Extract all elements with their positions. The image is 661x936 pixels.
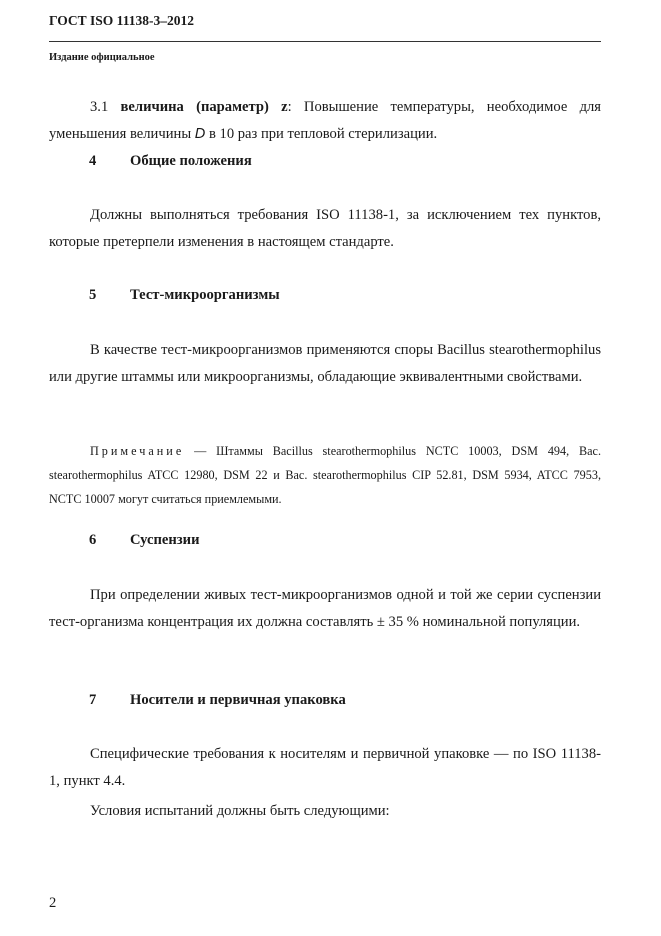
term: величина (параметр) z	[120, 99, 288, 115]
section-5-heading: 5 Тест-микроорганизмы	[89, 287, 280, 303]
section-7-text: Специфические требования к носителям и первичной упаковке — по ISO 11138-1, пункт 4.4.	[49, 746, 601, 789]
section-4-text: Должны выполняться требования ISO 11138-1, за исключением тех пунктов, которые претерпели изменения в настоящем стандарте.	[49, 207, 601, 250]
note-text: — Штаммы Bacillus stearothermophilus NCTC 10003, DSM 494, Bac. stearothermophilus ATCC 12980, DSM 22 и Bac. stearothermophilus CIP 52.81, DSM 5934, ATCC 7953, NCTC 10007 могут считаться приемлемыми.	[49, 444, 601, 506]
section-4-heading: 4 Общие положения	[89, 153, 252, 169]
page-number: 2	[49, 895, 57, 911]
section-6-heading: 6 Суспензии	[89, 532, 200, 548]
document-code: ГОСТ ISO 11138-3–2012	[49, 13, 194, 28]
paragraph-3-1: 3.1 величина (параметр) z: Повышение температуры, необходимое для уменьшения величины D в 10 раз при тепловой стерилизации.	[49, 99, 601, 142]
note	[49, 439, 601, 511]
section-6-text: При определении живых тест-микроорганизмов одной и той же серии суспензии тест-организма концентрация их должна составлять ± 35 % номинальной популяции.	[49, 587, 601, 630]
edition-label: Издание официальное	[49, 52, 155, 63]
section-5-text: В качестве тест-микроорганизмов применяются споры Bacillus stearothermophilus или другие штаммы или микроорганизмы, обладающие эквивалентными свойствами.	[49, 342, 601, 385]
clause-number: 3.1	[90, 99, 109, 115]
section-7-conditions: Условия испытаний должны быть следующими:	[90, 803, 390, 819]
section-7-heading: 7 Носители и первичная упаковка	[89, 692, 346, 708]
d-symbol: D	[194, 125, 206, 142]
header-rule	[49, 41, 601, 42]
note-label: Примечание	[90, 444, 185, 458]
